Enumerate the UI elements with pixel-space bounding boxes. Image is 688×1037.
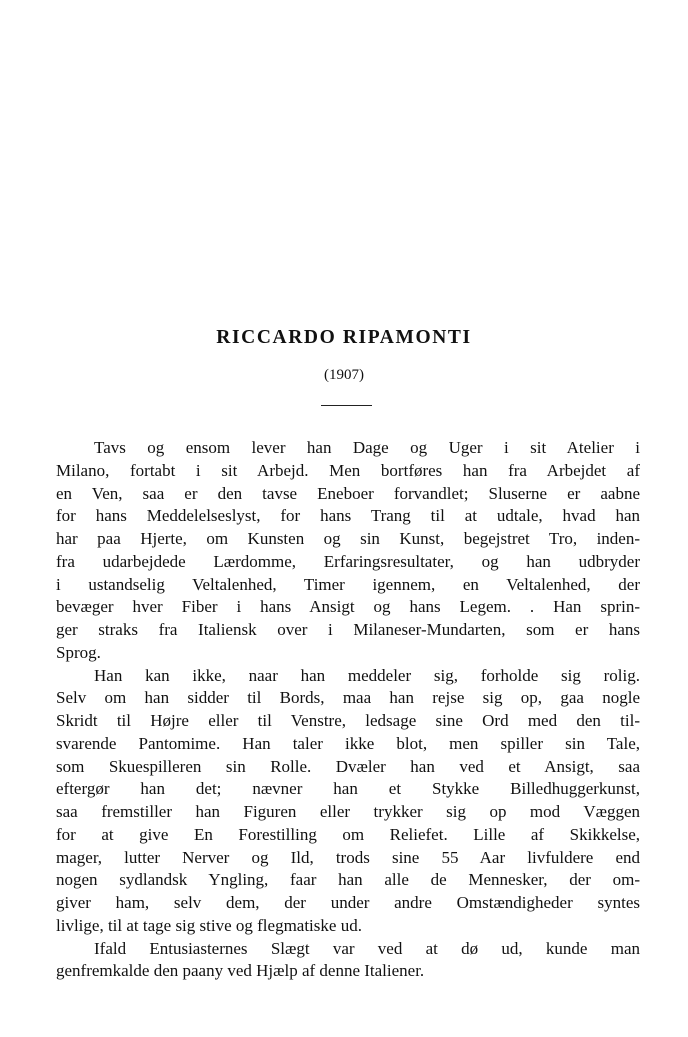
text-line: saa fremstiller han Figuren eller trykker sig op mod Væggen bbox=[56, 802, 640, 821]
text-line: fra udarbejdede Lærdomme, Erfaringsresultater, og han udbryder bbox=[56, 551, 640, 571]
chapter-title: RICCARDO RIPAMONTI bbox=[216, 327, 472, 348]
text-line: livlige, til at tage sig stive og flegmatiske ud. bbox=[56, 915, 362, 935]
text-line: har paa Hjerte, om Kunsten og sin Kunst, begejstret Tro, inden- bbox=[56, 529, 640, 548]
text-line: for at give En Forestilling om Reliefet. Lille af Skikkelse, bbox=[56, 824, 640, 844]
chapter-year: (1907) bbox=[324, 367, 364, 383]
text-line: Ifald Entusiasternes Slægt var ved at dø ud, kunde man bbox=[94, 938, 640, 958]
text-line: Tavs og ensom lever han Dage og Uger i sit Atelier i bbox=[94, 438, 640, 457]
text-line: eftergør han det; nævner han et Stykke Billedhuggerkunst, bbox=[56, 779, 640, 799]
section-divider bbox=[321, 405, 372, 406]
text-line: bevæger hver Fiber i hans Ansigt og hans Legem. . Han sprin- bbox=[56, 597, 640, 617]
text-line: nogen sydlandsk Yngling, faar han alle de Mennesker, der om- bbox=[56, 870, 640, 890]
text-line: Han kan ikke, naar han meddeler sig, forholde sig rolig. bbox=[94, 665, 640, 685]
text-line: genfremkalde den paany ved Hjælp af denne Italiener. bbox=[56, 961, 425, 981]
body-text bbox=[56, 437, 640, 983]
text-line: giver ham, selv dem, der under andre Omstændigheder syntes bbox=[56, 893, 640, 912]
text-line: Skridt til Højre eller til Venstre, ledsage sine Ord med den til- bbox=[56, 711, 640, 730]
text-line: Selv om han sidder til Bords, maa han rejse sig op, gaa nogle bbox=[56, 688, 640, 708]
text-line: Sprog. bbox=[56, 642, 101, 662]
text-line: mager, lutter Nerver og Ild, trods sine 55 Aar livfuldere end bbox=[56, 847, 640, 867]
text-line: i ustandselig Veltalenhed, Timer igennem, en Veltalenhed, der bbox=[56, 574, 640, 594]
text-line: ger straks fra Italiensk over i Milaneser-Mundarten, som er hans bbox=[56, 620, 640, 639]
text-line: som Skuespilleren sin Rolle. Dvæler han ved et Ansigt, saa bbox=[56, 756, 640, 776]
text-line: Milano, fortabt i sit Arbejd. Men bortføres han fra Arbejdet af bbox=[56, 460, 640, 480]
text-line: en Ven, saa er den tavse Eneboer forvandlet; Sluserne er aabne bbox=[56, 483, 640, 503]
text-line: svarende Pantomime. Han taler ikke blot, men spiller sin Tale, bbox=[56, 733, 640, 753]
text-line: for hans Meddelelseslyst, for hans Trang til at udtale, hvad han bbox=[56, 506, 640, 526]
